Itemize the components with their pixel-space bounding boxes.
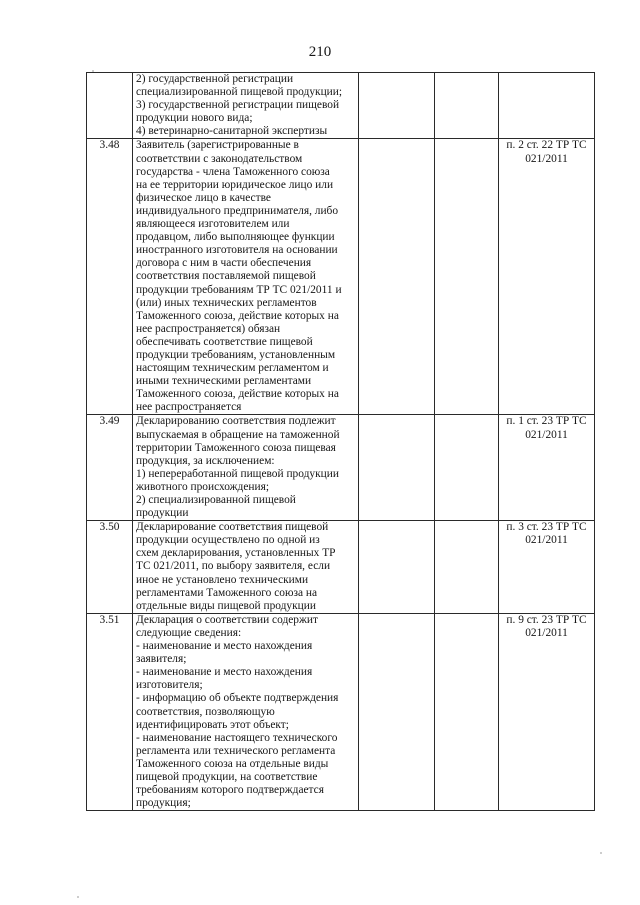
requirement-text: [133, 613, 359, 810]
requirements-table: [86, 72, 595, 811]
requirement-line: Таможенного союза, действие которых на: [136, 388, 339, 401]
requirement-line: иное не установлено техническими: [136, 573, 309, 586]
table-row: [87, 139, 595, 415]
reference-line: 021/2011: [525, 152, 568, 165]
page-number: 210: [308, 44, 332, 60]
reference-line: 021/2011: [525, 626, 568, 639]
requirement-line: территории Таможенного союза пищевая: [136, 441, 336, 454]
empty-cell: [359, 73, 435, 139]
empty-cell: [435, 73, 499, 139]
requirement-line: настоящим техническим регламентом и: [136, 362, 329, 375]
requirement-line: - наименование и место нахождения: [136, 666, 313, 679]
requirement-line: 1) непереработанной пищевой продукции: [136, 467, 339, 480]
requirement-line: требованиям которого подтверждается: [136, 784, 324, 797]
requirement-line: (или) иных технических регламентов: [136, 296, 317, 309]
requirement-line: иностранного изготовителя на основании: [136, 244, 338, 257]
requirement-line: соответствии с законодательством: [136, 152, 303, 165]
requirement-line: 2) государственной регистрации: [136, 73, 294, 85]
requirement-line: продукции требованиям ТР ТС 021/2011 и: [136, 283, 342, 296]
requirement-line: нее распространяется: [136, 401, 242, 414]
requirement-line: нее распространяется) обязан: [136, 322, 281, 335]
requirement-line: заявителя;: [136, 653, 187, 666]
requirement-line: продукция;: [136, 797, 191, 810]
empty-cell: [435, 613, 499, 810]
reference-line: 021/2011: [525, 534, 568, 547]
requirement-line: продукции требованиям, установленным: [136, 348, 336, 361]
reference-cell: [499, 521, 595, 614]
requirement-line: являющееся изготовителем или: [136, 218, 290, 231]
row-number: 3.51: [87, 613, 133, 810]
requirement-line: договора с ним в части обеспечения: [136, 257, 312, 270]
requirement-line: специализированной пищевой продукции;: [136, 86, 343, 99]
requirement-line: животного происхождения;: [136, 480, 269, 493]
empty-cell: [435, 139, 499, 415]
requirement-line: ТС 021/2011, по выбору заявителя, если: [136, 560, 331, 573]
requirement-text: [133, 73, 359, 139]
requirement-line: продукции нового вида;: [136, 112, 253, 125]
requirement-line: продавцом, либо выполняющее функции: [136, 231, 335, 244]
requirement-line: физическое лицо в качестве: [136, 191, 271, 204]
empty-cell: [359, 521, 435, 614]
requirement-line: продукции осуществлено по одной из: [136, 534, 320, 547]
requirement-line: отдельные виды пищевой продукции: [136, 599, 316, 612]
requirement-line: Декларирование соответствия пищевой: [136, 521, 329, 534]
empty-cell: [359, 139, 435, 415]
requirement-line: схем декларирования, установленных ТР: [136, 547, 336, 560]
requirement-line: идентифицировать этот объект;: [136, 718, 289, 731]
table-row: [87, 613, 595, 810]
requirement-text: [133, 139, 359, 415]
reference-cell: [499, 415, 595, 521]
empty-cell: [435, 415, 499, 521]
reference-line: п. 1 ст. 23 ТР ТС: [506, 415, 587, 428]
requirement-line: - информацию об объекте подтверждения: [136, 692, 339, 705]
requirement-line: государства - члена Таможенного союза: [136, 165, 330, 178]
scan-speck: [92, 70, 94, 72]
reference-line: 021/2011: [525, 428, 568, 441]
requirement-line: Таможенного союза на отдельные виды: [136, 757, 329, 770]
requirement-line: 3) государственной регистрации пищевой: [136, 99, 340, 112]
scan-speck: [600, 852, 602, 854]
table-row: [87, 521, 595, 614]
requirement-line: изготовителя;: [136, 679, 203, 692]
requirement-line: соответствия поставляемой пищевой: [136, 270, 316, 283]
requirement-line: продукция, за исключением:: [136, 454, 275, 467]
requirement-line: индивидуального предпринимателя, либо: [136, 204, 339, 217]
requirement-line: Декларированию соответствия подлежит: [136, 415, 336, 428]
empty-cell: [359, 613, 435, 810]
requirement-text: [133, 415, 359, 521]
scan-speck: [77, 896, 79, 898]
reference-cell: [499, 613, 595, 810]
empty-cell: [359, 415, 435, 521]
reference-line: п. 9 ст. 23 ТР ТС: [506, 613, 587, 626]
requirement-line: продукции: [136, 507, 189, 520]
row-number: 3.48: [87, 139, 133, 415]
table-row: [87, 415, 595, 521]
requirement-line: соответствия, позволяющую: [136, 705, 275, 718]
requirement-line: пищевой продукции, на соответствие: [136, 770, 318, 783]
reference-cell: [499, 139, 595, 415]
requirement-line: Таможенного союза, действие которых на: [136, 309, 339, 322]
requirement-line: 4) ветеринарно-санитарной экспертизы: [136, 125, 328, 138]
requirement-line: регламента или технического регламента: [136, 744, 336, 757]
empty-cell: [435, 521, 499, 614]
reference-line: п. 3 ст. 23 ТР ТС: [506, 521, 587, 534]
requirement-text: [133, 521, 359, 614]
requirement-line: обеспечивать соответствие пищевой: [136, 335, 313, 348]
requirement-line: иными техническими регламентами: [136, 375, 312, 388]
requirement-line: - наименование и место нахождения: [136, 640, 313, 653]
requirement-line: Декларация о соответствии содержит: [136, 613, 318, 626]
table-row: [87, 73, 595, 139]
row-number: [87, 73, 133, 139]
row-number: 3.49: [87, 415, 133, 521]
requirement-line: на ее территории юридическое лицо или: [136, 178, 334, 191]
row-number: 3.50: [87, 521, 133, 614]
reference-line: п. 2 ст. 22 ТР ТС: [506, 139, 587, 152]
requirement-line: следующие сведения:: [136, 626, 242, 639]
requirement-line: выпускаемая в обращение на таможенной: [136, 428, 340, 441]
requirement-line: 2) специализированной пищевой: [136, 494, 296, 506]
requirement-line: Заявитель (зарегистрированные в: [136, 139, 299, 152]
requirement-line: регламентами Таможенного союза на: [136, 586, 318, 599]
requirement-line: - наименование настоящего технического: [136, 731, 338, 744]
reference-cell: [499, 73, 595, 139]
